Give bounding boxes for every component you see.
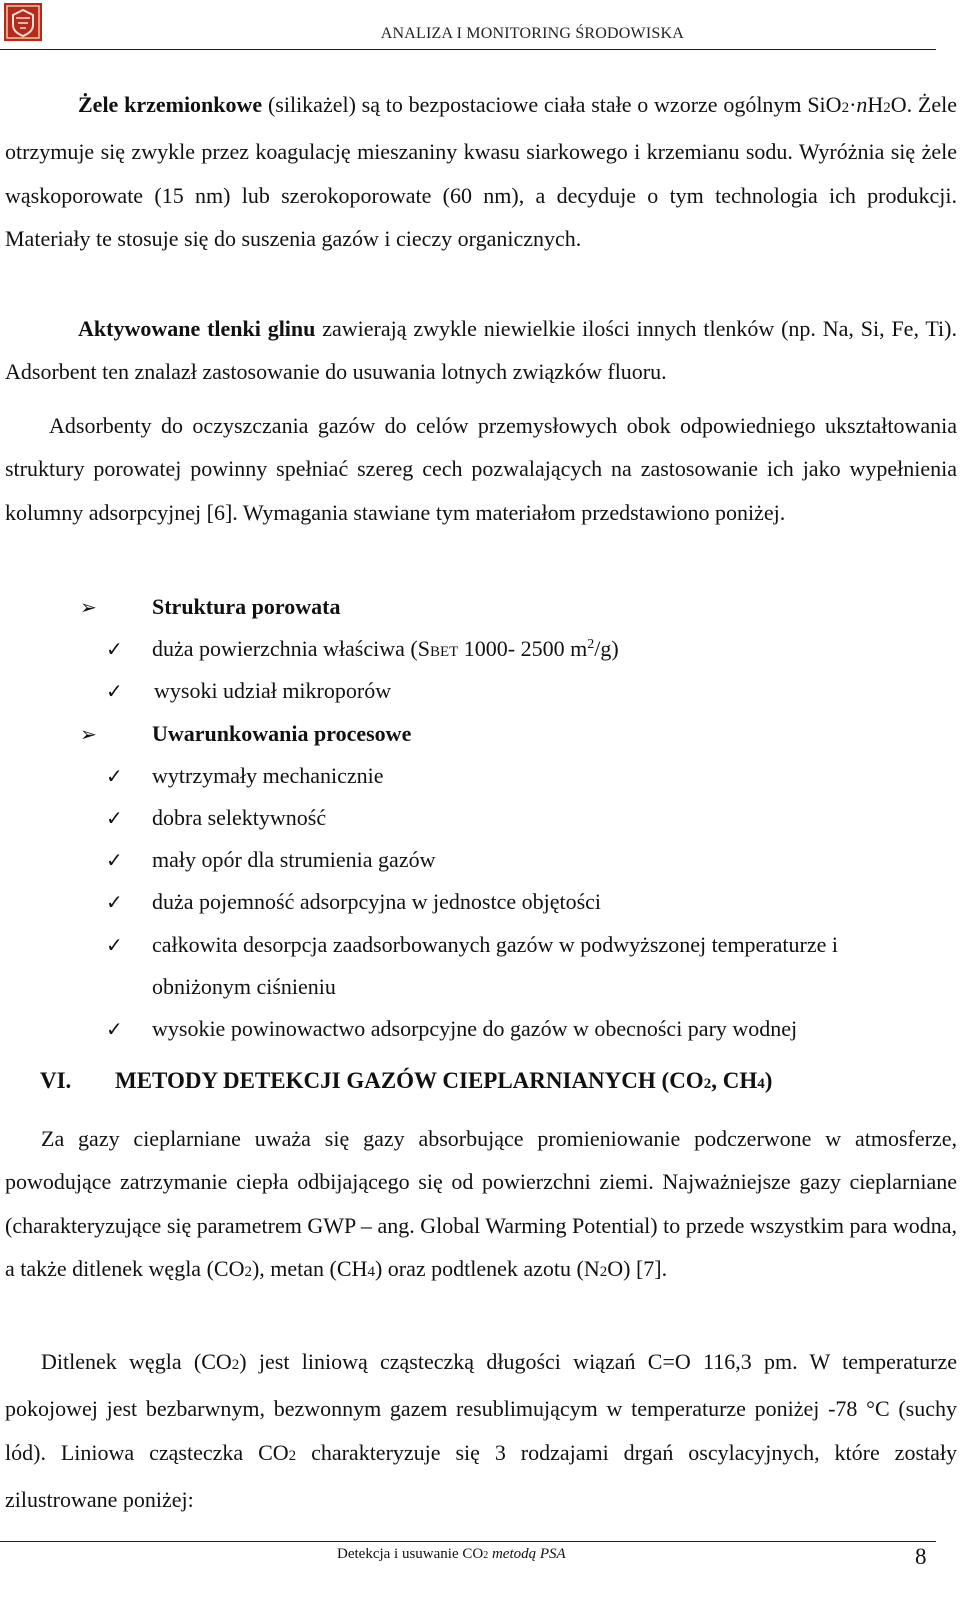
paragraph-adsorbent-requirements: Adsorbenty do oczyszczania gazów do celów przemysłowych obok odpowiedniego ukształtowania struktury porowatej powinny spełniać szereg cech pozwalających na zastosowanie ich jako wypełnienia kolumny adsorpcyjnej [6]. Wymagania stawiane tym materiałom przedstawiono poniżej.: [5, 413, 957, 525]
footer-text: Detekcja i usuwanie CO2 metodą PSA: [337, 1546, 566, 1562]
section-number: VI.: [40, 1068, 72, 1093]
checkmark-icon: ✓: [106, 764, 123, 788]
term-silica-gels: Żele krzemionkowe: [78, 92, 263, 117]
arrow-bullet-icon: ➢: [80, 595, 97, 619]
header-title: ANALIZA I MONITORING ŚRODOWISKA: [380, 25, 684, 42]
checkmark-icon: ✓: [106, 1017, 123, 1041]
page-number: 8: [915, 1544, 927, 1569]
arrow-bullet-icon: ➢: [80, 722, 97, 746]
university-logo-icon: [4, 3, 42, 41]
footer-divider: [0, 1541, 936, 1542]
checkmark-icon: ✓: [106, 848, 123, 872]
checkmark-icon: ✓: [106, 933, 123, 957]
paragraph-greenhouse-gases: Za gazy cieplarniane uważa się gazy absorbujące promieniowanie podczerwone w atmosferze, powodujące zatrzymanie ciepła odbijającego się od powierzchni ziemi. Najważniejsze gazy cieplarniane (charakteryzujące się parametrem GWP – ang. Global Warming Potential) to przede wszystkim para wodna, a także ditlenek węgla (CO2), metan (CH4) oraz podtlenek azotu (N2O) [7].: [5, 1126, 957, 1281]
checkmark-icon: ✓: [106, 679, 123, 703]
paragraph-carbon-dioxide: Ditlenek węgla (CO2) jest liniową cząsteczką długości wiązań C=O 116,3 pm. W temperaturze pokojowej jest bezbarwnym, bezwonnym gazem resublimującym w temperaturze poniżej -78 °C (suchy lód). Liniowa cząsteczka CO2 charakteryzuje się 3 rodzajami drgań oscylacyjnych, które zostały zilustrowane poniżej:: [5, 1349, 958, 1512]
paragraph-silica-gels: Żele krzemionkowe (silikażel) są to bezpostaciowe ciała stałe o wzorze ogólnym SiO2·nH2O. Żele otrzymuje się zwykle przez koagulację mieszaniny kwasu siarkowego i krzemianu sodu. Wyróżnia się żele wąskoporowate (15 nm) lub szerokoporowate (60 nm), a decyduje o tym technologia ich produkcji. Materiały te stosuje się do suszenia gazów i cieczy organicznych.: [5, 92, 958, 251]
term-activated-alumina: Aktywowane tlenki glinu: [78, 316, 316, 341]
checkmark-icon: ✓: [106, 637, 123, 661]
paragraph-alumina: Aktywowane tlenki glinu zawierają zwykle niewielkie ilości innych tlenków (np. Na, Si, Fe, Ti). Adsorbent ten znalazł zastosowanie do usuwania lotnych związków fluoru.: [5, 316, 957, 385]
section-title: METODY DETEKCJI GAZÓW CIEPLARNIANYCH (CO2, CH4): [115, 1068, 773, 1093]
checkmark-icon: ✓: [106, 806, 123, 830]
checkmark-icon: ✓: [106, 890, 123, 914]
header-divider: [0, 49, 936, 50]
